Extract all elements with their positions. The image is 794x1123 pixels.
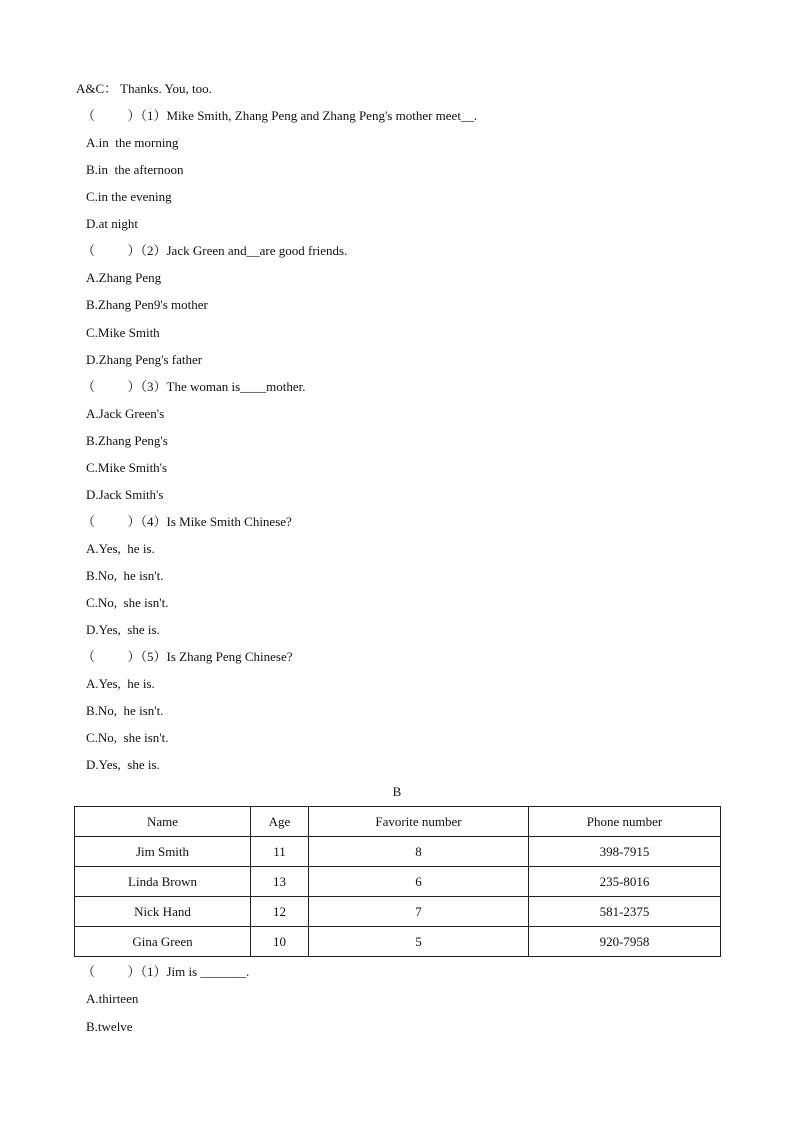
answer-option: C.Mike Smith's (86, 460, 168, 475)
answer-option: C.Mike Smith (86, 325, 160, 340)
header-cell: Name (75, 807, 251, 837)
answer-option: D.at night (86, 216, 138, 231)
answer-option: B.No, he isn't. (86, 568, 164, 583)
table-cell: Linda Brown (75, 867, 251, 897)
table-row (75, 837, 721, 867)
question-stem: （ ）（3）The woman is____mother. (82, 379, 306, 394)
header-cell: Phone number (529, 807, 721, 837)
question-stem: （ ）（2）Jack Green and__are good friends. (82, 243, 348, 258)
answer-option: C.No, she isn't. (86, 595, 169, 610)
table-row (75, 897, 721, 927)
question-stem: （ ）（5）Is Zhang Peng Chinese? (82, 649, 293, 664)
table-cell: 7 (309, 897, 529, 927)
table-row (75, 867, 721, 897)
answer-option: A.in the morning (86, 135, 179, 150)
answer-option: C.in the evening (86, 189, 172, 204)
intro-line: A&C： Thanks. You, too. (76, 81, 212, 96)
answer-option: D.Jack Smith's (86, 487, 164, 502)
question-stem: （ ）（1）Jim is _______. (82, 964, 250, 979)
answer-option: B.Zhang Peng's (86, 433, 168, 448)
info-table (74, 806, 721, 957)
answer-option: A.Zhang Peng (86, 270, 162, 285)
table-cell: 6 (309, 867, 529, 897)
answer-option: C.No, she isn't. (86, 730, 169, 745)
table-header-row (75, 807, 721, 837)
section-label: B (392, 784, 402, 799)
answer-option: D.Zhang Peng's father (86, 352, 203, 367)
table-cell: 5 (309, 927, 529, 957)
table-cell: 10 (251, 927, 309, 957)
table-cell: 398-7915 (529, 837, 721, 867)
table-cell: Gina Green (75, 927, 251, 957)
table-cell: 920-7958 (529, 927, 721, 957)
table-cell: Nick Hand (75, 897, 251, 927)
answer-option: D.Yes, she is. (86, 757, 160, 772)
table-row (75, 927, 721, 957)
question-stem: （ ）（4）Is Mike Smith Chinese? (82, 514, 292, 529)
header-cell: Favorite number (309, 807, 529, 837)
answer-option: A.Yes, he is. (86, 676, 155, 691)
table-cell: Jim Smith (75, 837, 251, 867)
table-cell: 11 (251, 837, 309, 867)
answer-option: B.No, he isn't. (86, 703, 164, 718)
table-cell: 12 (251, 897, 309, 927)
table-cell: 13 (251, 867, 309, 897)
answer-option: B.Zhang Pen9's mother (86, 297, 208, 312)
answer-option: A.Jack Green's (86, 406, 165, 421)
answer-option: A.Yes, he is. (86, 541, 155, 556)
table-cell: 235-8016 (529, 867, 721, 897)
table-cell: 581-2375 (529, 897, 721, 927)
answer-option: B.twelve (86, 1019, 133, 1034)
header-cell: Age (251, 807, 309, 837)
question-stem: （ ）（1）Mike Smith, Zhang Peng and Zhang Peng's mother meet__. (82, 108, 478, 123)
answer-option: D.Yes, she is. (86, 622, 160, 637)
table-cell: 8 (309, 837, 529, 867)
answer-option: B.in the afternoon (86, 162, 184, 177)
answer-option: A.thirteen (86, 991, 139, 1006)
